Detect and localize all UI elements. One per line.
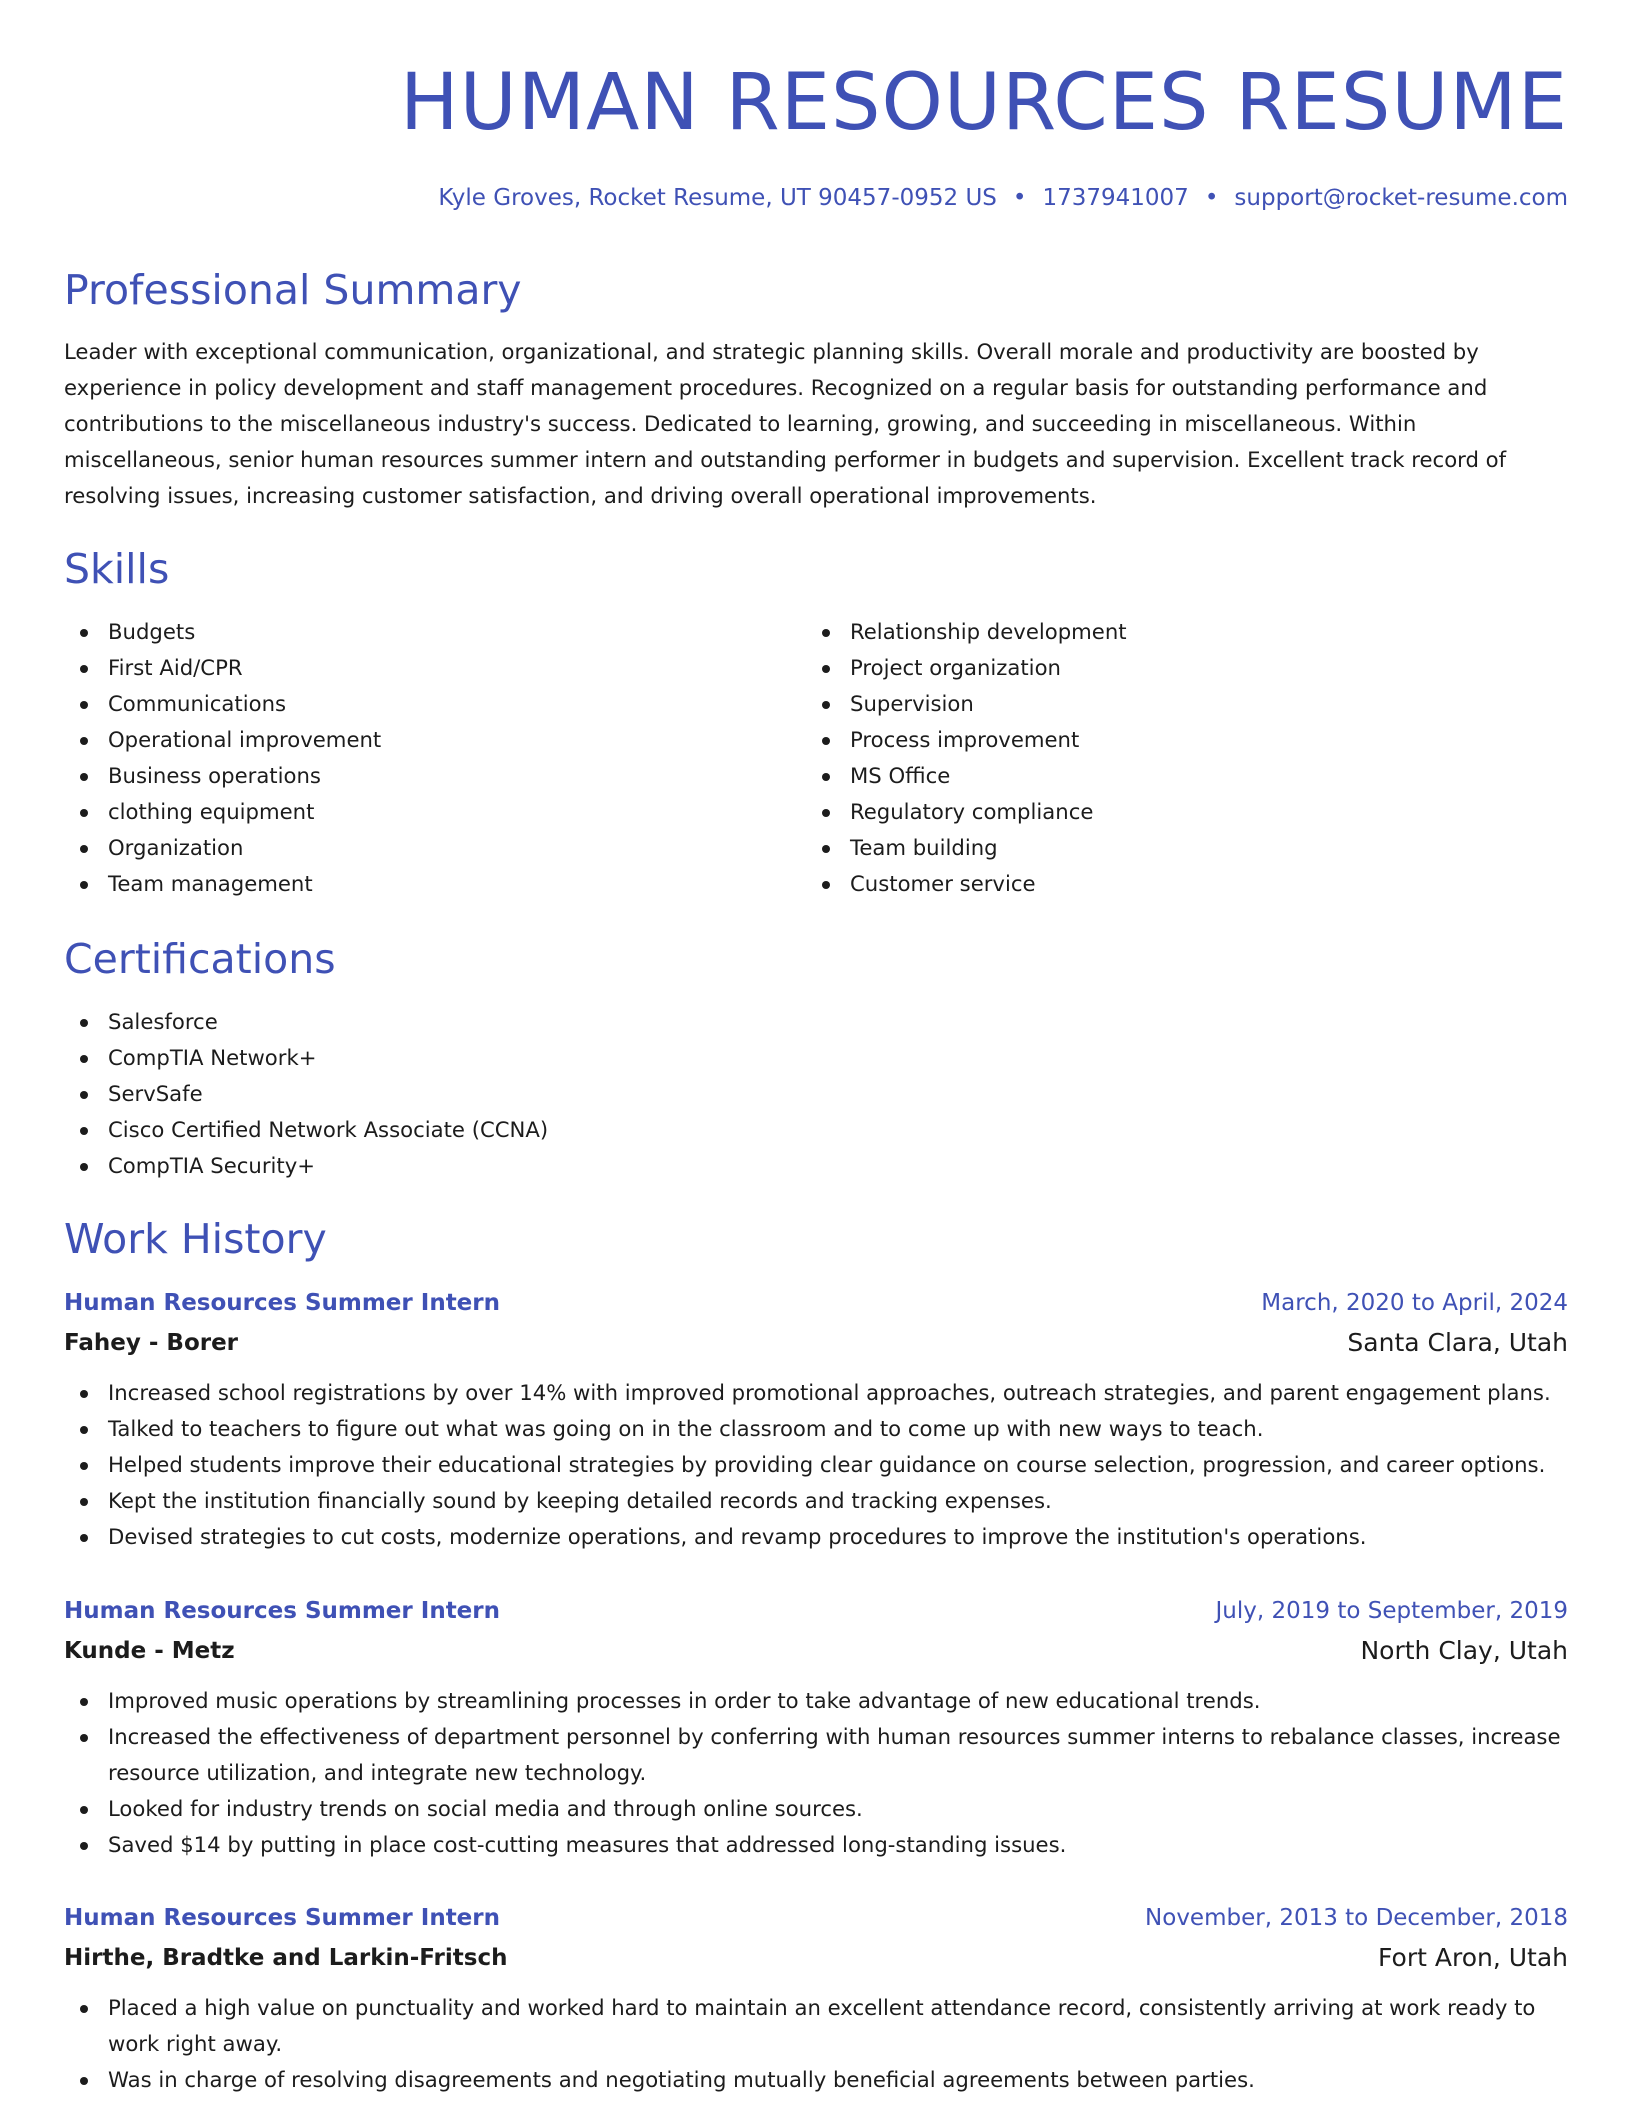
job-company-row	[64, 1938, 1568, 1978]
job-location: Fort Aron, Utah	[1378, 1943, 1568, 1972]
section-title-summary: Professional Summary	[64, 266, 522, 314]
job-bullets	[64, 1990, 1568, 2098]
list-item: Relationship development	[806, 614, 1127, 650]
job-title: Human Resources Summer Intern	[64, 1905, 501, 1931]
skills-column-right	[806, 614, 1127, 902]
list-item: Customer service	[806, 866, 1127, 902]
list-item: CompTIA Network+	[64, 1040, 548, 1076]
certifications-block	[64, 1004, 548, 1184]
skills-list-right	[806, 614, 1127, 902]
list-item: Saved $14 by putting in place cost-cutting measures that addressed long-standing issues.	[64, 1827, 1568, 1863]
list-item: Communications	[64, 686, 381, 722]
list-item: MS Office	[806, 758, 1127, 794]
contact-address: Kyle Groves, Rocket Resume, UT 90457-0952 US	[438, 185, 997, 211]
list-item: Was in charge of resolving disagreements and negotiating mutually beneficial agreements between parties.	[64, 2062, 1568, 2098]
job-bullets	[64, 1375, 1568, 1555]
list-item: Kept the institution financially sound by keeping detailed records and tracking expenses.	[64, 1483, 1568, 1519]
job-company-row	[64, 1631, 1568, 1671]
list-item: Organization	[64, 830, 381, 866]
list-item: Operational improvement	[64, 722, 381, 758]
list-item: First Aid/CPR	[64, 650, 381, 686]
job-company-row	[64, 1323, 1568, 1363]
job-company: Kunde - Metz	[64, 1638, 235, 1664]
job-title-row	[64, 1591, 1568, 1631]
list-item: Helped students improve their educational strategies by providing clear guidance on course selection, progression, and career options.	[64, 1447, 1568, 1483]
job-company: Hirthe, Bradtke and Larkin-Fritsch	[64, 1945, 508, 1971]
skills-list-left	[64, 614, 381, 902]
list-item: Supervision	[806, 686, 1127, 722]
job-title: Human Resources Summer Intern	[64, 1290, 501, 1316]
job-location: North Clay, Utah	[1360, 1636, 1568, 1665]
list-item: Budgets	[64, 614, 381, 650]
list-item: Team building	[806, 830, 1127, 866]
list-item: Process improvement	[806, 722, 1127, 758]
job-location: Santa Clara, Utah	[1347, 1328, 1568, 1357]
contact-phone: 1737941007	[1042, 185, 1189, 211]
list-item: Devised strategies to cut costs, modernize operations, and revamp procedures to improve the institution's operations.	[64, 1519, 1568, 1555]
list-item: ServSafe	[64, 1076, 548, 1112]
contact-line	[438, 178, 1568, 218]
list-item: Increased school registrations by over 14% with improved promotional approaches, outreach strategies, and parent engagement plans.	[64, 1375, 1568, 1411]
job-entry	[64, 1898, 1568, 2098]
list-item: Talked to teachers to figure out what was going on in the classroom and to come up with new ways to teach.	[64, 1411, 1568, 1447]
list-item: Increased the effectiveness of department personnel by conferring with human resources summer interns to rebalance classes, increase resource utilization, and integrate new technology.	[64, 1719, 1568, 1791]
list-item: Improved music operations by streamlining processes in order to take advantage of new educational trends.	[64, 1683, 1568, 1719]
list-item: Looked for industry trends on social media and through online sources.	[64, 1791, 1568, 1827]
list-item: Placed a high value on punctuality and worked hard to maintain an excellent attendance record, consistently arriving at work ready to work right away.	[64, 1990, 1568, 2062]
contact-separator: •	[1204, 185, 1219, 211]
job-title-row	[64, 1283, 1568, 1323]
resume-title: HUMAN RESOURCES RESUME	[399, 58, 1568, 148]
list-item: Business operations	[64, 758, 381, 794]
certifications-list	[64, 1004, 548, 1184]
job-bullets	[64, 1683, 1568, 1863]
section-title-certifications: Certifications	[64, 935, 336, 983]
list-item: clothing equipment	[64, 794, 381, 830]
section-title-work-history: Work History	[64, 1215, 327, 1263]
list-item: CompTIA Security+	[64, 1148, 548, 1184]
job-entry	[64, 1591, 1568, 1863]
section-title-skills: Skills	[64, 545, 170, 593]
list-item: Cisco Certified Network Associate (CCNA)	[64, 1112, 548, 1148]
contact-separator: •	[1012, 185, 1027, 211]
skills-column-left	[64, 614, 381, 902]
list-item: Project organization	[806, 650, 1127, 686]
job-entry	[64, 1283, 1568, 1555]
job-dates: July, 2019 to September, 2019	[1215, 1598, 1568, 1624]
job-dates: November, 2013 to December, 2018	[1145, 1905, 1568, 1931]
job-title-row	[64, 1898, 1568, 1938]
job-dates: March, 2020 to April, 2024	[1261, 1290, 1568, 1316]
job-company: Fahey - Borer	[64, 1330, 239, 1356]
summary-text: Leader with exceptional communication, organizational, and strategic planning skills. Overall morale and productivity are boosted by experience in policy development and staff management procedures. Recognized on a regular basis for outstanding performance and contributions to the miscellaneous industry's success. Dedicated to learning, growing, and succeeding in miscellaneous. Within miscellaneous, senior human resources summer intern and outstanding performer in budgets and supervision. Excellent track record of resolving issues, increasing customer satisfaction, and driving overall operational improvements.	[64, 339, 1507, 508]
contact-email: support@rocket-resume.com	[1234, 185, 1568, 211]
job-title: Human Resources Summer Intern	[64, 1598, 501, 1624]
list-item: Salesforce	[64, 1004, 548, 1040]
list-item: Regulatory compliance	[806, 794, 1127, 830]
list-item: Team management	[64, 866, 381, 902]
